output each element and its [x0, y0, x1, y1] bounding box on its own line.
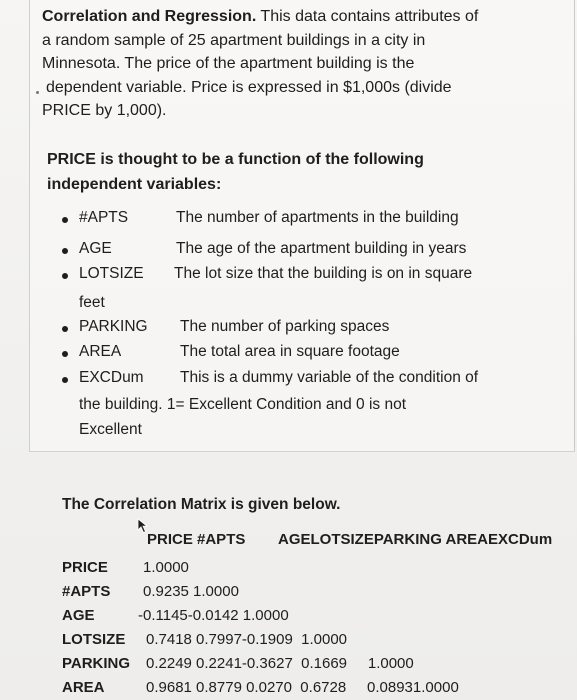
- bullet-icon: [62, 248, 68, 254]
- bullet-icon: [62, 326, 68, 332]
- intro-paragraph: [42, 5, 522, 123]
- bullet-icon: [62, 217, 68, 223]
- variable-term: #APTS: [79, 209, 129, 226]
- bullet-icon: [62, 377, 68, 383]
- variable-term: AREA: [79, 343, 122, 360]
- variable-desc-continued: feet: [79, 294, 105, 311]
- subheading: [47, 147, 467, 197]
- intro-line-4: dependent variable. Price is expressed in $1,000s (divide: [46, 78, 452, 96]
- intro-line-1: [42, 5, 522, 29]
- subheading-line-2: independent variables:: [47, 176, 222, 193]
- matrix-header-b: AGELOTSIZEPARKING AREAEXCDum: [278, 531, 553, 548]
- intro-line-1-text: This data contains attributes of: [256, 8, 479, 25]
- matrix-header-a: PRICE #APTS: [147, 531, 246, 548]
- matrix-row-values: -0.1145-0.0142 1.0000: [138, 607, 289, 624]
- matrix-row-label: AREA: [62, 679, 105, 696]
- variable-desc: The total area in square footage: [180, 343, 400, 360]
- matrix-row-values: 1.0000: [143, 559, 189, 576]
- variable-term: AGE: [79, 240, 112, 257]
- matrix-row-values: 0.9681 0.8779 0.0270 0.6728 0.08931.0000: [146, 679, 459, 696]
- variable-term: PARKING: [79, 318, 148, 335]
- bullet-icon: [62, 351, 68, 357]
- subheading-line-1: PRICE is thought to be a function of the following: [47, 151, 424, 168]
- variable-desc: The lot size that the building is on in square: [174, 265, 473, 282]
- matrix-row-label: PRICE: [62, 559, 108, 576]
- intro-line-5: PRICE by 1,000).: [42, 102, 167, 119]
- matrix-row-label: PARKING: [62, 655, 131, 672]
- variable-term: LOTSIZE: [79, 265, 144, 282]
- variable-desc: The age of the apartment building in years: [176, 240, 467, 257]
- intro-line-3: Minnesota. The price of the apartment building is the: [42, 55, 415, 72]
- variable-desc: This is a dummy variable of the condition of: [180, 369, 479, 386]
- correlation-title: The Correlation Matrix is given below.: [62, 496, 341, 513]
- matrix-row-label: AGE: [62, 607, 95, 624]
- matrix-row-label: LOTSIZE: [62, 631, 126, 648]
- matrix-row-label: #APTS: [62, 583, 111, 600]
- margin-dot: [36, 91, 39, 94]
- matrix-row-values: 0.7418 0.7997-0.1909 1.0000: [146, 631, 348, 648]
- matrix-row-values: 0.2249 0.2241-0.3627 0.1669 1.0000: [146, 655, 414, 672]
- variable-desc: The number of parking spaces: [180, 318, 390, 335]
- variable-desc-continued-2: Excellent: [79, 421, 142, 438]
- matrix-row-values: 0.9235 1.0000: [143, 583, 239, 600]
- bullet-icon: [62, 273, 68, 279]
- intro-line-2: a random sample of 25 apartment buildings in a city in: [42, 31, 426, 49]
- intro-bold-title: Correlation and Regression.: [42, 8, 257, 25]
- variable-desc: The number of apartments in the building: [176, 209, 459, 226]
- variable-desc-continued: the building. 1= Excellent Condition and 0 is not: [79, 396, 407, 413]
- variable-term: EXCDum: [79, 369, 144, 386]
